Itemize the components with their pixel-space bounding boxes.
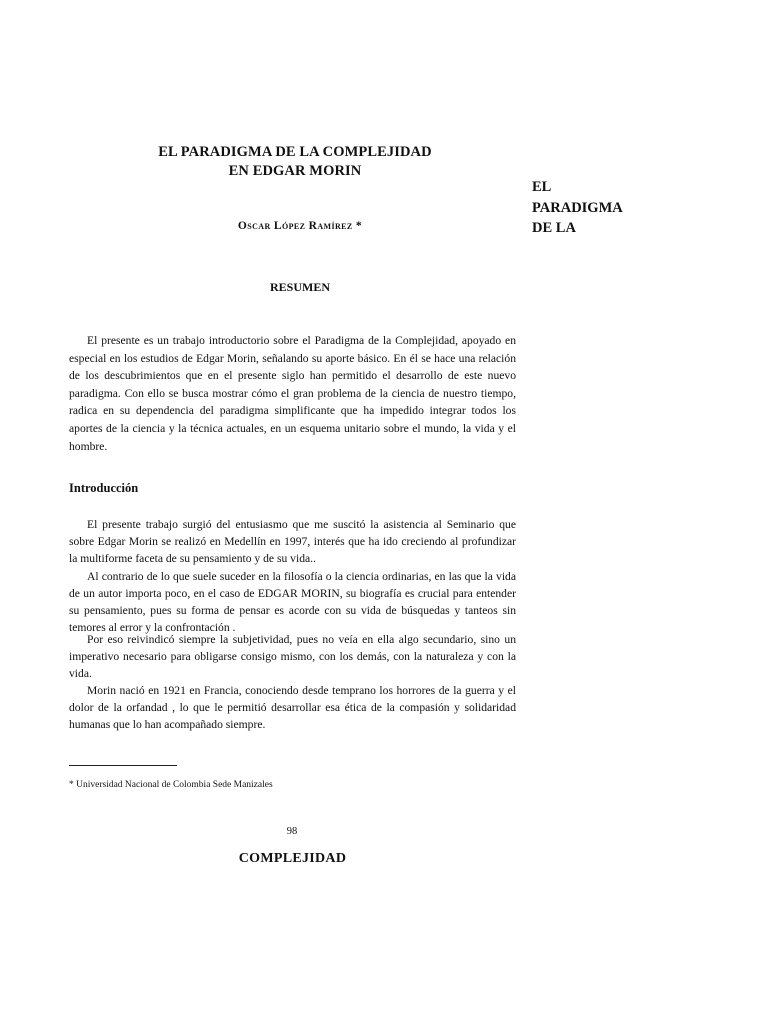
body-paragraph: Al contrario de lo que suele suceder en la filosofía o la ciencia ordinarias, en las que la vida de un autor importa poco, en el caso de EDGAR MORIN, su biografía es crucial para entender su pensamiento, pues su forma de pensar es acorde con su vida de búsquedas y tanteos sin temores al error y la confrontación . (69, 570, 516, 634)
journal-footer-title: COMPLEJIDAD (238, 851, 347, 866)
body-paragraph: Por eso reivindicó siempre la subjetividad, pues no veía en ella algo secundario, sino un imperativo necesario para obligarse consigo mismo, con los demás, con la naturaleza y con la vida. (69, 633, 516, 680)
author-name: Oscar López Ramírez * (237, 220, 363, 232)
footnote: * Universidad Nacional de Colombia Sede Manizales (69, 780, 273, 790)
side-title-line: PARADIGMA (532, 199, 623, 216)
abstract-heading: RESUMEN (269, 280, 330, 294)
side-title-line: EL (532, 179, 552, 195)
side-title-line: DE LA (532, 220, 576, 236)
body-paragraph: El presente trabajo surgió del entusiasmo que me suscitó la asistencia al Seminario que sobre Edgar Morin se realizó en Medellín en 1997, interés que ha ido creciendo al profundizar la multiforme faceta de su pensamiento y de su vida.. (69, 518, 516, 565)
article-title-line-1: EL PARADIGMA DE LA COMPLEJIDAD (158, 144, 432, 160)
introduction-heading: Introducción (69, 481, 139, 495)
abstract-paragraph: El presente es un trabajo introductorio sobre el Paradigma de la Complejidad, apoyado en especial en los estudios de Edgar Morin, señalando su aporte básico. En él se hace una relación de los descubrimientos que en el presente siglo han permitido el desarrollo de este nuevo paradigma. Con ello se busca mostrar cómo el gran problema de la ciencia de nuestro tiempo, radica en su dependencia del paradigma simplificante que ha impedido integrar todos los aportes de la ciencia y la técnica actuales, en un esquema unitario sobre el mundo, la vida y el hombre. (69, 334, 516, 453)
footnote-divider (69, 765, 177, 766)
body-paragraph: Morin nació en 1921 en Francia, conociendo desde temprano los horrores de la guerra y el dolor de la orfandad , lo que le permitió desarrollar esa ética de la compasión y solidaridad humanas que lo han acompañado siempre. (69, 684, 516, 731)
article-title-line-2: EN EDGAR MORIN (228, 163, 362, 179)
side-title (532, 177, 652, 239)
page-number: 98 (286, 826, 298, 837)
